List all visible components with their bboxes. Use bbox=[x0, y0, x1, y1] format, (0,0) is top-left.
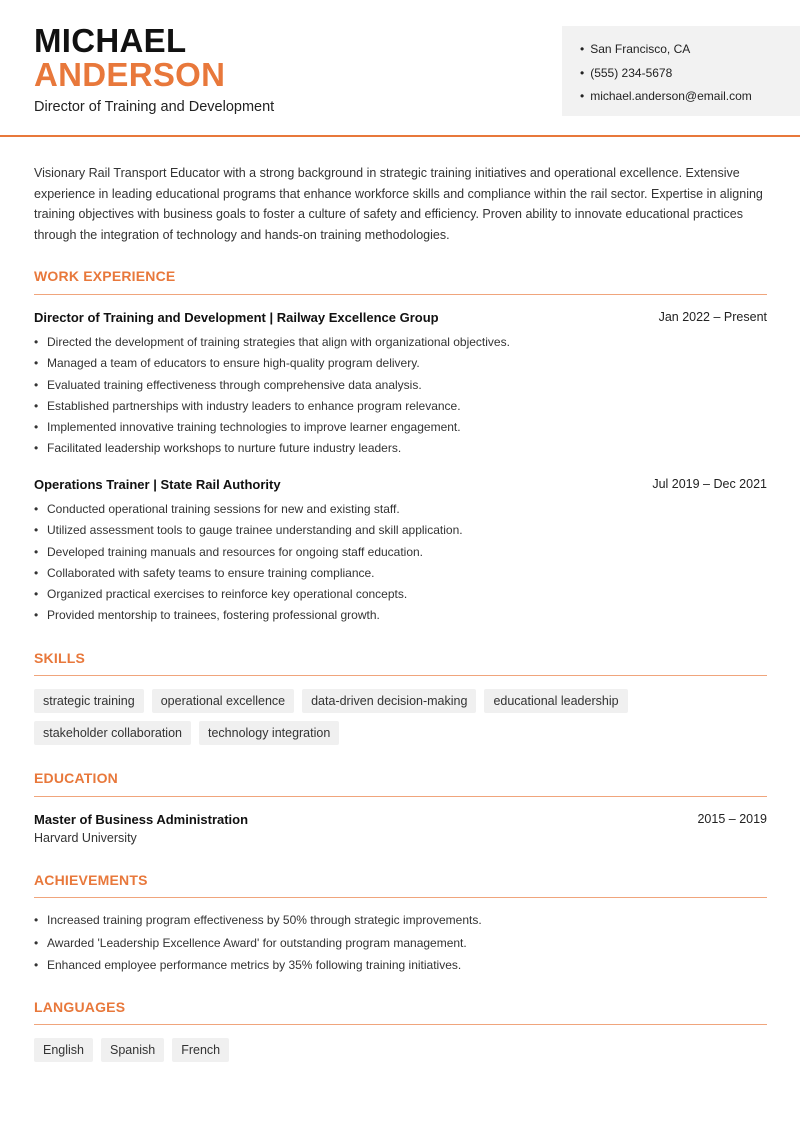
language-tag: French bbox=[172, 1038, 229, 1062]
list-item: • Directed the development of training strategies that align with organizational objectives. bbox=[34, 332, 768, 353]
list-item: • Developed training manuals and resources for ongoing staff education. bbox=[34, 542, 768, 563]
contact-box bbox=[562, 26, 800, 116]
section-title-education: EDUCATION bbox=[34, 770, 118, 786]
skill-tag: educational leadership bbox=[484, 689, 627, 713]
language-tag: Spanish bbox=[101, 1038, 164, 1062]
job-entry-dates: Jan 2022 – Present bbox=[658, 310, 767, 324]
list-item: • Facilitated leadership workshops to nurture future industry leaders. bbox=[34, 438, 768, 459]
skills-tags bbox=[34, 689, 774, 745]
list-item: • Awarded 'Leadership Excellence Award' for outstanding program management. bbox=[34, 932, 768, 955]
divider bbox=[34, 1024, 767, 1025]
divider bbox=[34, 897, 767, 898]
list-item: • Organized practical exercises to reinforce key operational concepts. bbox=[34, 584, 768, 605]
language-tag: English bbox=[34, 1038, 93, 1062]
skill-tag: data-driven decision-making bbox=[302, 689, 476, 713]
job-bullets bbox=[34, 499, 768, 627]
resume-header bbox=[0, 0, 800, 137]
language-tags bbox=[34, 1038, 774, 1062]
list-item: • Implemented innovative training technologies to improve learner engagement. bbox=[34, 417, 768, 438]
achievement-bullets bbox=[34, 909, 768, 977]
list-item: • Evaluated training effectiveness through comprehensive data analysis. bbox=[34, 375, 768, 396]
skill-tag: operational excellence bbox=[152, 689, 294, 713]
section-title-work: WORK EXPERIENCE bbox=[34, 268, 176, 284]
contact-location: • San Francisco, CA bbox=[580, 38, 800, 62]
job-entry-title: Operations Trainer | State Rail Authority bbox=[34, 477, 281, 492]
list-item: • Provided mentorship to trainees, fostering professional growth. bbox=[34, 605, 768, 626]
divider bbox=[34, 796, 767, 797]
section-title-skills: SKILLS bbox=[34, 650, 85, 666]
job-bullets bbox=[34, 332, 768, 460]
divider bbox=[34, 294, 767, 295]
job-entry-title: Director of Training and Development | Railway Excellence Group bbox=[34, 310, 439, 325]
divider bbox=[34, 675, 767, 676]
skill-tag: technology integration bbox=[199, 721, 339, 745]
contact-email: • michael.anderson@email.com bbox=[580, 85, 800, 109]
education-dates: 2015 – 2019 bbox=[697, 812, 767, 826]
section-title-languages: LANGUAGES bbox=[34, 999, 126, 1015]
skill-tag: stakeholder collaboration bbox=[34, 721, 191, 745]
list-item: • Established partnerships with industry leaders to enhance program relevance. bbox=[34, 396, 768, 417]
list-item: • Collaborated with safety teams to ensure training compliance. bbox=[34, 563, 768, 584]
section-title-achievements: ACHIEVEMENTS bbox=[34, 872, 148, 888]
first-name: MICHAEL bbox=[34, 22, 187, 59]
school-name: Harvard University bbox=[34, 831, 137, 845]
list-item: • Increased training program effectiveness by 50% through strategic improvements. bbox=[34, 909, 768, 932]
list-item: • Conducted operational training sessions for new and existing staff. bbox=[34, 499, 768, 520]
list-item: • Managed a team of educators to ensure high-quality program delivery. bbox=[34, 353, 768, 374]
skill-tag: strategic training bbox=[34, 689, 144, 713]
job-title: Director of Training and Development bbox=[34, 99, 275, 115]
job-entry-dates: Jul 2019 – Dec 2021 bbox=[652, 477, 767, 491]
contact-phone: • (555) 234-5678 bbox=[580, 62, 800, 86]
degree-title: Master of Business Administration bbox=[34, 812, 249, 827]
last-name: ANDERSON bbox=[34, 56, 226, 93]
list-item: • Utilized assessment tools to gauge trainee understanding and skill application. bbox=[34, 520, 768, 541]
summary: Visionary Rail Transport Educator with a strong background in strategic training initiatives and operational excellence. Extensive experience in leading educational programs that enhance workforce skills and compliance within the rail sector. Expertise in aligning training objectives with business goals to foster a culture of safety and efficiency. Proven ability to innovate educational practices through the integration of technology and hands-on training methodologies. bbox=[34, 166, 763, 243]
list-item: • Enhanced employee performance metrics by 35% following training initiatives. bbox=[34, 954, 768, 977]
